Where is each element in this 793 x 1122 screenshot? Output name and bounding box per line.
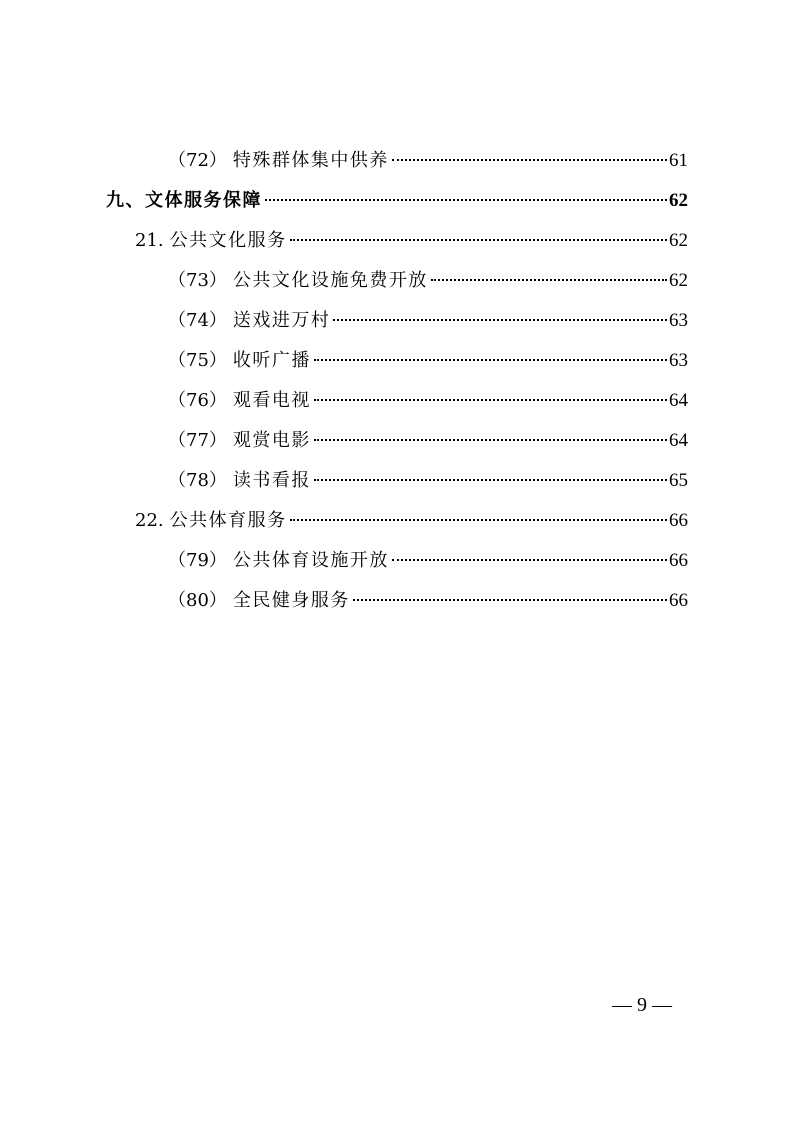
toc-entry-page: 63	[669, 350, 688, 371]
toc-entry-title: 公共体育设施开放	[232, 550, 389, 571]
toc-entry-number: （72）	[168, 150, 227, 171]
toc-entry-title: 公共文化服务	[169, 230, 287, 251]
dot-leader	[290, 239, 667, 241]
dot-leader	[353, 599, 667, 601]
toc-entry-page: 61	[669, 150, 688, 171]
toc-entry-title: 读书看报	[232, 470, 311, 491]
toc-entry-page: 64	[669, 430, 688, 451]
toc-entry-number: （77）	[168, 430, 227, 451]
toc-entry-title: 收听广播	[232, 350, 311, 371]
toc-entry-page: 62	[669, 230, 688, 251]
toc-entry-label	[168, 386, 311, 416]
dot-leader	[314, 359, 667, 361]
toc-entry-label	[168, 346, 311, 376]
toc-entry	[168, 146, 688, 176]
dot-leader	[333, 319, 667, 321]
toc-entry-label	[135, 506, 287, 536]
toc-entry-label	[106, 186, 262, 216]
toc-entry	[168, 426, 688, 456]
toc-entry-number: 21.	[135, 230, 164, 251]
dot-leader	[314, 439, 667, 441]
toc-entry-label	[168, 426, 311, 456]
toc-entry-page: 66	[669, 550, 688, 571]
toc-entry-title: 观看电视	[232, 390, 311, 411]
toc-subsection-heading	[135, 506, 688, 536]
toc-entry-title: 文体服务保障	[145, 190, 262, 211]
toc-entry	[168, 266, 688, 296]
toc-entry-label	[168, 466, 311, 496]
toc-entry-label	[135, 226, 287, 256]
toc-subsection-heading	[135, 226, 688, 256]
toc-entry-title: 全民健身服务	[232, 590, 350, 611]
toc-entry-number: （76）	[168, 390, 227, 411]
toc-entry-title: 特殊群体集中供养	[232, 150, 389, 171]
toc-entry-number: 22.	[135, 510, 164, 531]
toc-entry	[168, 386, 688, 416]
dot-leader	[431, 279, 667, 281]
toc-entry	[168, 546, 688, 576]
toc-entry-label	[168, 146, 389, 176]
toc-entry-page: 63	[669, 310, 688, 331]
toc-entry-page: 66	[669, 510, 688, 531]
toc-entry	[168, 306, 688, 336]
toc-entry-title: 送戏进万村	[232, 310, 331, 331]
toc-entry-label	[168, 586, 350, 616]
toc-entry-number: 九、	[106, 190, 145, 211]
dot-leader	[314, 399, 667, 401]
dot-leader	[392, 559, 667, 561]
toc-entry-page: 64	[669, 390, 688, 411]
toc-entry-title: 观赏电影	[232, 430, 311, 451]
toc-entry-number: （75）	[168, 350, 227, 371]
dot-leader	[392, 159, 667, 161]
toc-entry-page: 62	[669, 190, 688, 211]
toc-entry-number: （74）	[168, 310, 227, 331]
toc-entry-number: （78）	[168, 470, 227, 491]
dot-leader	[265, 199, 667, 201]
toc-section-heading	[106, 186, 688, 216]
page-number: — 9 —	[612, 994, 672, 1016]
toc-entry	[168, 346, 688, 376]
toc-entry-label	[168, 546, 389, 576]
toc-entry-label	[168, 306, 330, 336]
toc-entry-page: 66	[669, 590, 688, 611]
toc-entry	[168, 466, 688, 496]
toc-entry-page: 65	[669, 470, 688, 491]
toc-entry-title: 公共文化设施免费开放	[232, 270, 428, 291]
toc-entry-number: （73）	[168, 270, 227, 291]
toc-entry-page: 62	[669, 270, 688, 291]
toc-entry-number: （80）	[168, 590, 227, 611]
toc-entry-label	[168, 266, 428, 296]
toc-entry-number: （79）	[168, 550, 227, 571]
dot-leader	[314, 479, 667, 481]
toc-entry	[168, 586, 688, 616]
toc-entry-title: 公共体育服务	[169, 510, 287, 531]
dot-leader	[290, 519, 667, 521]
